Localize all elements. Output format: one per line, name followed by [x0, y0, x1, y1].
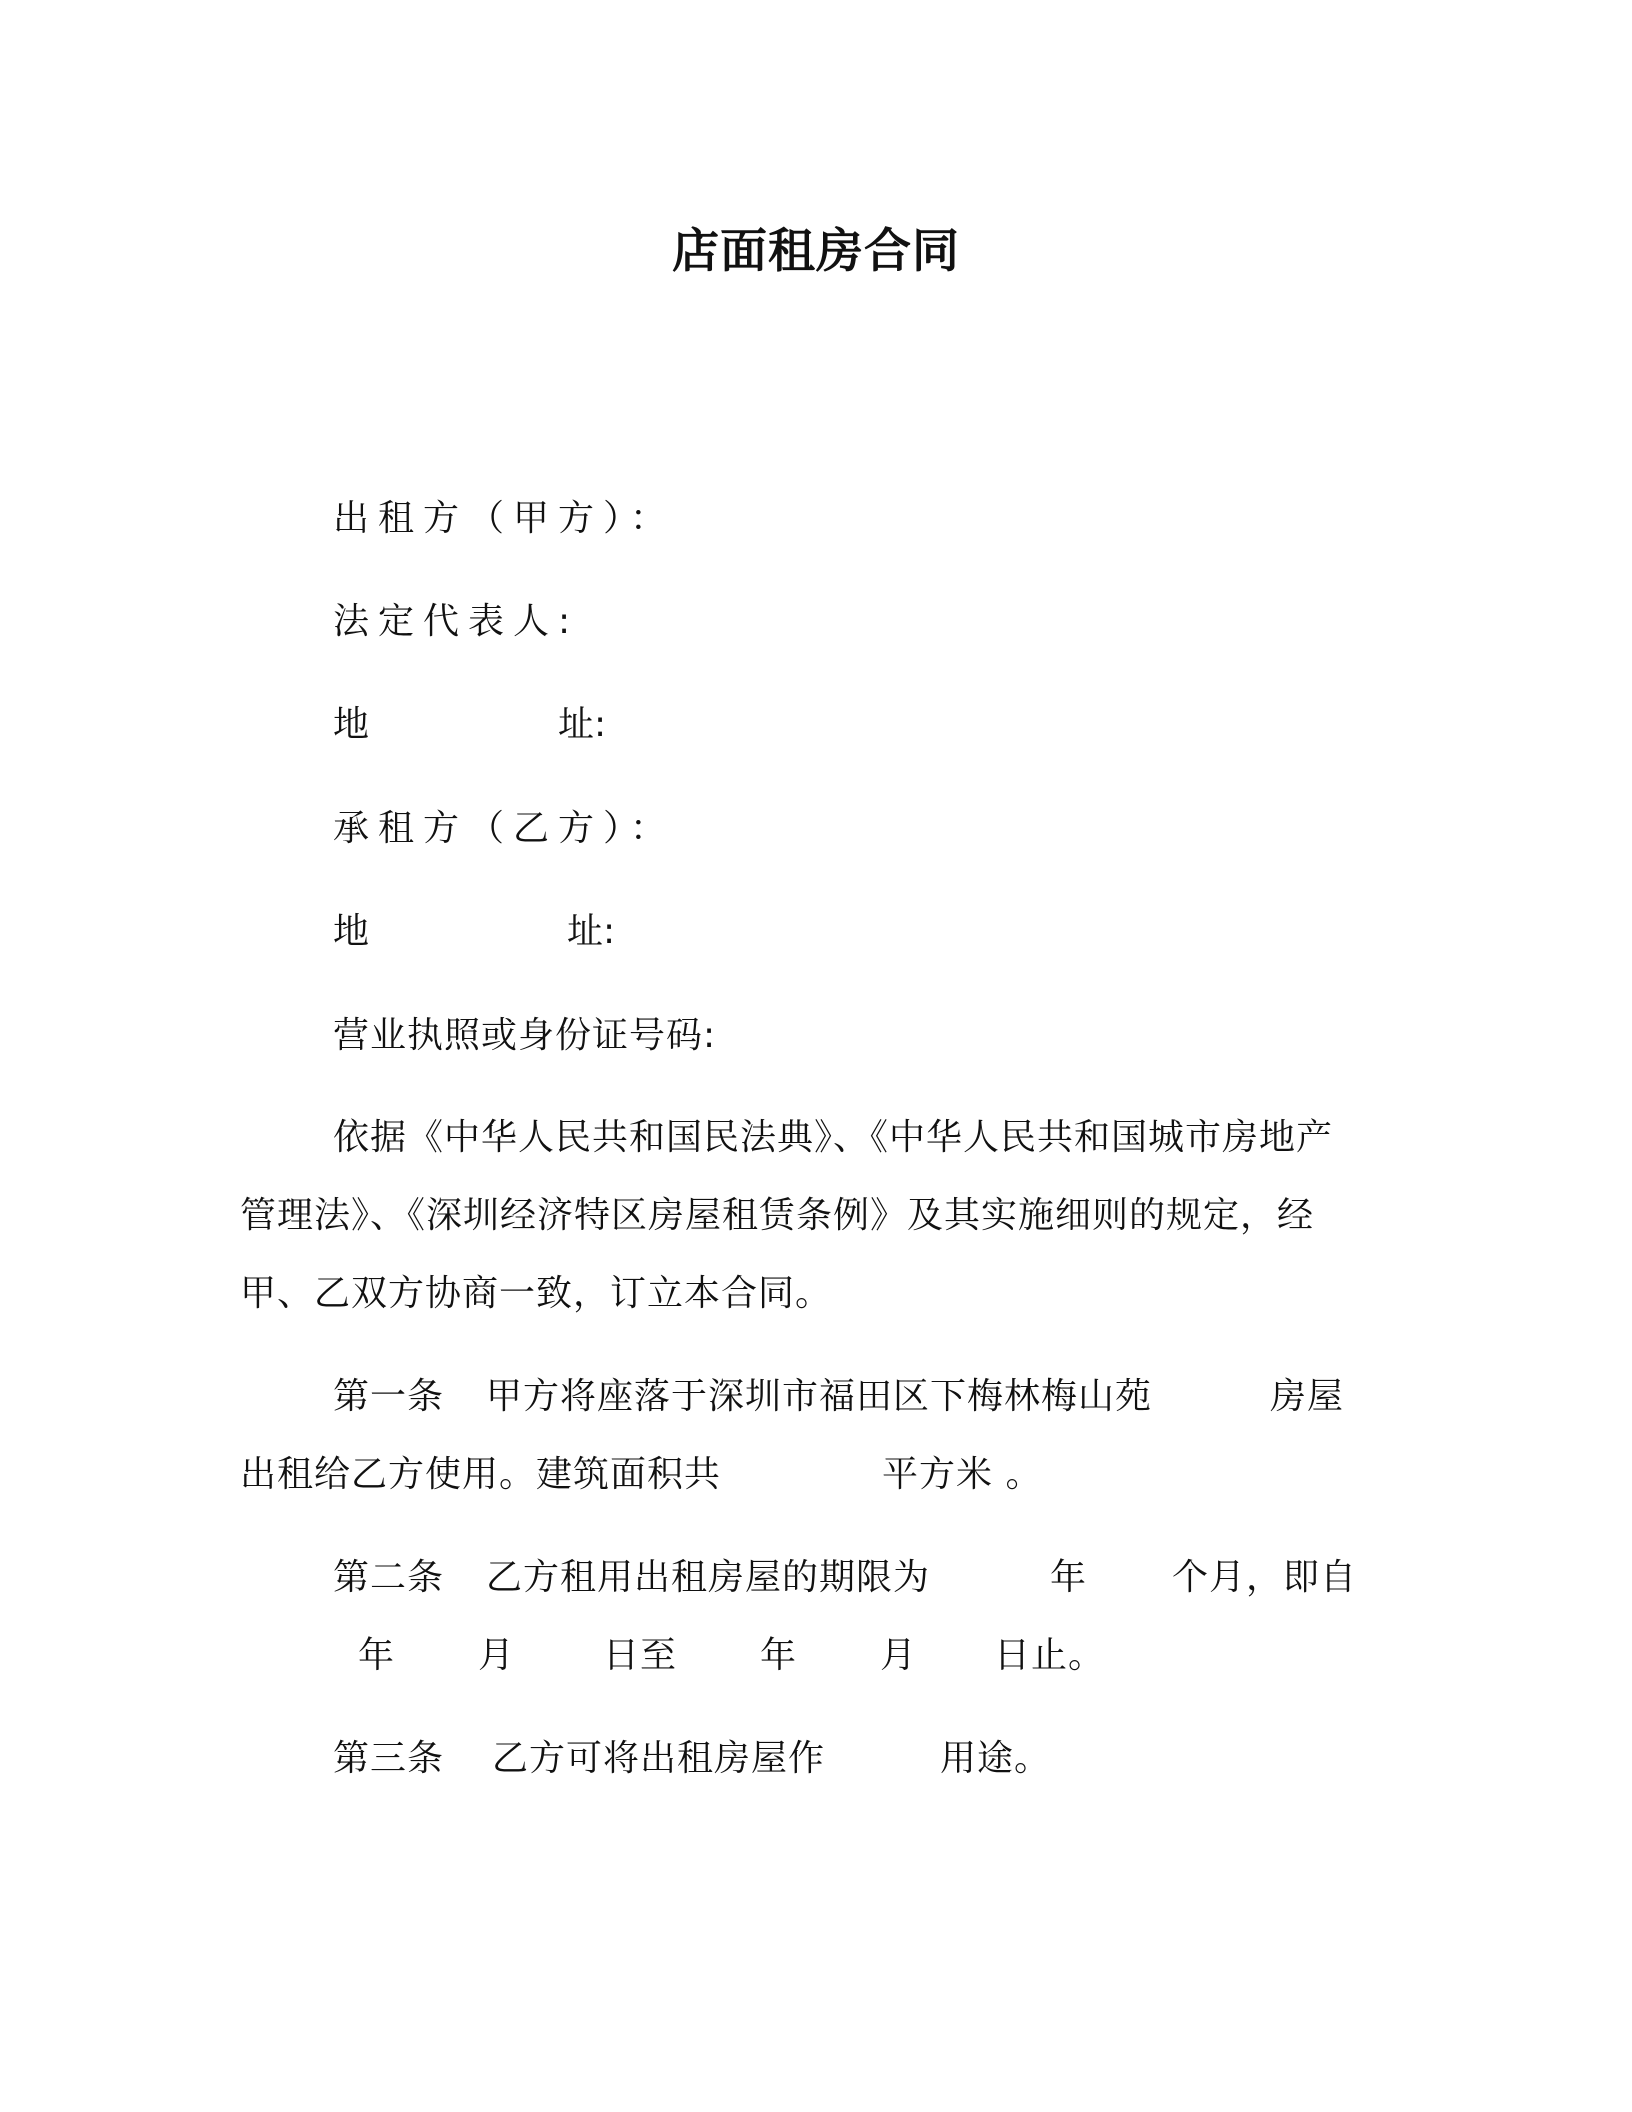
article3-text-1: 乙方可将出租房屋作 — [492, 1738, 826, 1779]
license-label: 营业执照或身份证号码: — [333, 1015, 717, 1056]
article3-text-2: 用途。 — [940, 1738, 1052, 1779]
article2-end-day: 日止。 — [994, 1635, 1106, 1676]
article3-number: 第三条 — [333, 1738, 445, 1779]
lessor-label: 出租方（甲方）： — [333, 498, 676, 539]
article2-text-1: 乙方租用出租房屋的期限为 — [486, 1557, 931, 1598]
article2-end-month: 月 — [880, 1635, 918, 1676]
article2-start-day: 日至 — [603, 1635, 678, 1676]
article1-text-2: 房屋 — [1270, 1376, 1345, 1417]
article1-text-3: 出租给乙方使用。建筑面积共 — [240, 1454, 722, 1495]
preamble-line-3: 甲、乙双方协商一致，订立本合同。 — [240, 1273, 833, 1314]
article2-start-year: 年 — [358, 1635, 396, 1676]
document-title: 店面租房合同 — [672, 224, 960, 279]
lessee-address-label-right: 址: — [567, 911, 616, 952]
article2-end-year: 年 — [760, 1635, 798, 1676]
preamble-line-1: 依据《中华人民共和国民法典》、《中华人民共和国城市房地产 — [333, 1117, 1334, 1158]
lessor-address-label-right: 址: — [558, 704, 607, 745]
article2-months: 个月，即自 — [1172, 1557, 1358, 1598]
lessor-address-label-left: 地 — [333, 704, 370, 745]
article2-year-1: 年 — [1050, 1557, 1088, 1598]
article2-number: 第二条 — [333, 1557, 445, 1598]
article1-text-4: 平方米 。 — [882, 1454, 1043, 1495]
legal-representative-label: 法定代表人: — [333, 601, 580, 642]
article2-start-month: 月 — [478, 1635, 516, 1676]
lessee-label: 承租方（乙方）： — [333, 808, 676, 849]
article1-text-1: 甲方将座落于深圳市福田区下梅林梅山苑 — [486, 1376, 1153, 1417]
article1-number: 第一条 — [333, 1376, 445, 1417]
lessee-address-label-left: 地 — [333, 911, 370, 952]
preamble-line-2: 管理法》、《深圳经济特区房屋租赁条例》及其实施细则的规定，经 — [240, 1195, 1315, 1236]
